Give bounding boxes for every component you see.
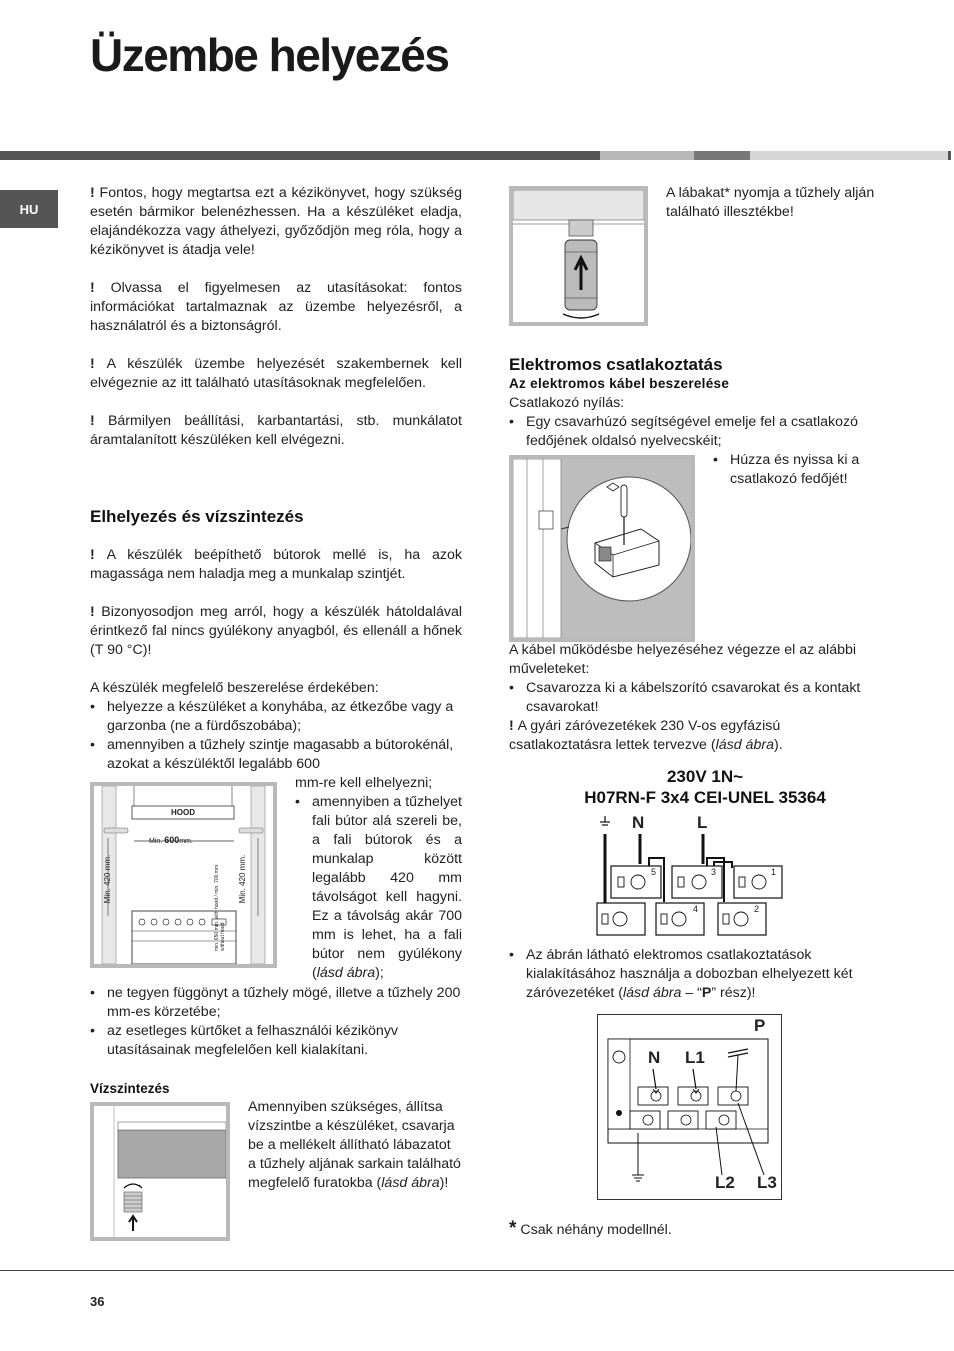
footer-line — [0, 1270, 954, 1271]
wiring-diagram-2 — [597, 1014, 782, 1200]
pull-text — [713, 451, 883, 489]
terminal-5-label: 5 — [651, 867, 657, 877]
min-600-label: Min. 600mm. — [149, 835, 193, 845]
diagram2-l1-label: L1 — [685, 1048, 705, 1067]
elec-subheading: Az elektromos kábel beszerelése — [509, 376, 730, 391]
header-bar-light — [750, 151, 948, 160]
header-bar-dark2 — [694, 151, 750, 160]
placement-text — [90, 546, 462, 774]
leveling-heading: Vízszintezés — [90, 1081, 170, 1096]
elec-heading: Elektromos csatlakoztatás — [509, 355, 723, 374]
list-item: • helyezze a készüléket a konyhába, az étkezőbe vagy a garzonba (ne a fürdőszobába); — [90, 698, 462, 736]
header-bar-dark — [0, 151, 600, 160]
warning-4: ! Bármilyen beállítási, karbantartási, stb. munkálatot áramtalanított készüléken kell elvégezni. — [90, 413, 462, 448]
terminal-4-label: 4 — [693, 904, 699, 914]
diagram2-p-label: P — [754, 1016, 766, 1035]
footnote — [509, 1219, 881, 1240]
terminal-3-label: 3 — [711, 867, 717, 877]
page-number: 36 — [90, 1294, 105, 1309]
placement-warning-1: ! A készülék beépíthető bútorok mellé is, ha azok magassága nem haladja meg a munkalap szintjét. — [90, 547, 462, 582]
footnote-star: * — [509, 1218, 517, 1239]
diagram1-l-label: L — [697, 813, 708, 832]
page-title: Üzembe helyezés — [90, 29, 449, 81]
leveling-text: Amennyiben szükséges, állítsa vízszintbe a készüléket, csavarja be a mellékelt állítható lábazatot a tűzhely aljának sarkain található megfelelő furatokba (lásd ábra)! — [248, 1099, 461, 1191]
hood-distance-figure — [90, 782, 277, 968]
left-420-dim: Min. 420 mm. — [103, 854, 112, 904]
terminal-2-label: 2 — [754, 904, 760, 914]
placement-warning-2: ! Bizonyosodjon meg arról, hogy a készülék hátoldalával érintkező fal nincs gyúlékony anyagból, és ellenáll a hőnek (T 90 °C)! — [90, 604, 463, 658]
wiring-title-2: H07RN-F 3x4 CEI-UNEL 35364 — [584, 788, 826, 807]
install-list — [90, 698, 462, 774]
feet-figure — [509, 186, 648, 326]
feet-text: A lábakat* nyomja a tűzhely alján található illesztékbe! — [666, 185, 875, 220]
header-bar-end — [948, 151, 951, 160]
bridge-text — [509, 946, 881, 1003]
list-item: • Húzza és nyissa ki a csatlakozó fedőjét! — [713, 451, 883, 489]
terminal-cover-figure — [509, 455, 695, 642]
cable-intro: A kábel működésbe helyezéséhez végezze el az alábbi műveleteket: — [509, 642, 857, 677]
leveling-figure — [90, 1102, 230, 1241]
warning-1: ! Fontos, hogy megtartsa ezt a kézikönyvet, hogy szükség esetén bármikor belenézhessen. Ha a készüléket eladja, elajándékozza vagy áthelyezi, győződjön meg róla, hogy a kézikönyvet is átadja vele! — [90, 185, 462, 258]
terminal-1-label: 1 — [771, 867, 777, 877]
list-item: • Az ábrán látható elektromos csatlakoztatások kialakításához használja a dobozban elhelyezett két záróvezetéket (lásd ábra – “P” rész)! — [509, 946, 881, 1003]
wiring-diagram-1 — [594, 810, 786, 944]
placement-heading: Elhelyezés és vízszintezés — [90, 507, 304, 526]
warning-2: ! Olvassa el figyelmesen az utasításokat: fontos információkat tartalmaznak az üzembe helyezésről, a használatról és a biztonságról. — [90, 280, 462, 334]
list-item: • Egy csavarhúzó segítségével emelje fel a csatlakozó fedőjének oldalsó nyelvecskéit; — [509, 413, 881, 451]
install-intro: A készülék megfelelő beszerelése érdekében: — [90, 680, 379, 696]
hood-label: HOOD — [171, 808, 195, 817]
opening-label: Csatlakozó nyílás: — [509, 395, 625, 411]
intro-warnings — [90, 184, 462, 450]
header-bar-mid — [600, 151, 694, 160]
list-item: • amennyiben a tűzhely szintje magasabb a bútorokénál, azokat a készüléktől legalább 600 — [90, 736, 462, 774]
footnote-text: Csak néhány modellnél. — [520, 1222, 672, 1238]
opening-text — [509, 394, 881, 451]
warning-3: ! A készülék üzembe helyezését szakembernek kell elvégeznie az itt található utasításoknak megfelelően. — [90, 356, 463, 391]
list-item: • ne tegyen függönyt a tűzhely mögé, illetve a tűzhely 200 mm-es körzetébe; — [90, 984, 462, 1022]
list-item: • amennyiben a tűzhelyet fali bútor alá szereli be, a fali bútorok és a munkalap között legalább 420 mm távolságot kell hagyni. Ez a távolság akár 700 mm is lehet, ha a fali bútor nem gyúlékony (lásd ábra); — [295, 793, 462, 983]
install-side-text — [295, 774, 462, 983]
diagram2-l2-label: L2 — [715, 1173, 735, 1192]
diagram2-l3-label: L3 — [757, 1173, 777, 1192]
list-item: • Csavarozza ki a kábelszorító csavarokat és a kontakt csavarokat! — [509, 679, 881, 717]
install-cont: mm-re kell elhelyezni; — [295, 775, 433, 791]
factory-warning: ! A gyári záróvezetékek 230 V-os egyfázisú csatlakoztatásra lettek tervezve (lásd ábra). — [509, 718, 783, 753]
wiring-title-1: 230V 1N~ — [666, 767, 744, 786]
list-item: • az esetleges kürtőket a felhasználói kézikönyv utasításainak megfelelően kell kialakítani. — [90, 1022, 462, 1060]
cable-text — [509, 641, 881, 755]
hood-height-note: min. 650 mm. with hood / min. 700 mm. without hood — [214, 863, 226, 951]
language-tab: HU — [0, 190, 58, 228]
diagram1-n-label: N — [632, 813, 645, 832]
diagram2-n-label: N — [648, 1048, 661, 1067]
install-list-after — [90, 984, 462, 1060]
right-420-dim: Min. 420 mm. — [238, 854, 247, 904]
